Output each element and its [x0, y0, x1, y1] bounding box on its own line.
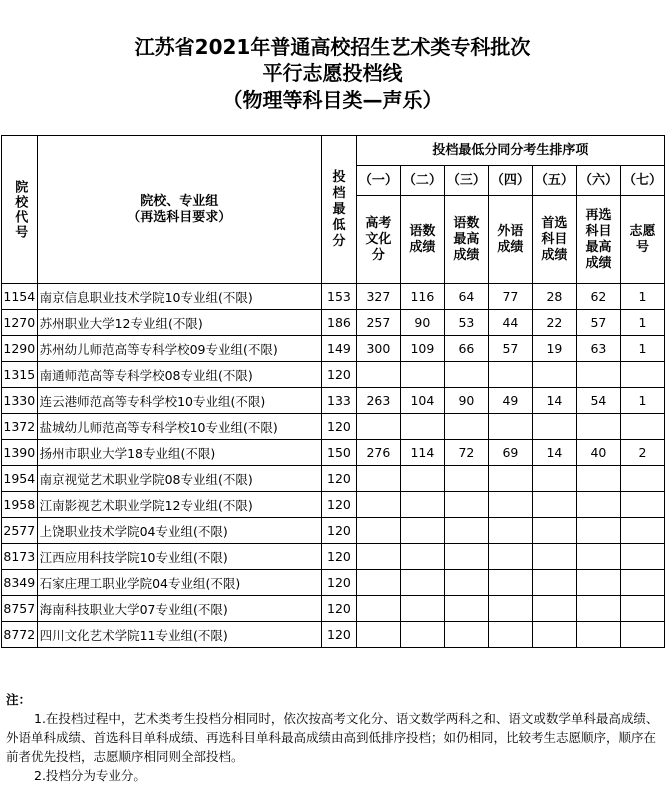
- cell-c3: 53: [444, 310, 488, 336]
- cell-c6: [576, 544, 620, 570]
- cell-score: 120: [322, 518, 357, 544]
- cell-score: 150: [322, 440, 357, 466]
- cell-c1: [356, 492, 400, 518]
- cell-c7: 1: [620, 388, 664, 414]
- cell-c7: [620, 492, 664, 518]
- cell-c4: 57: [488, 336, 532, 362]
- cell-c7: [620, 362, 664, 388]
- cell-code: 2577: [2, 518, 38, 544]
- cell-c3: 90: [444, 388, 488, 414]
- cell-c1: [356, 518, 400, 544]
- cell-c4: [488, 622, 532, 648]
- cell-c7: [620, 570, 664, 596]
- cell-c2: 116: [400, 284, 444, 310]
- cell-c6: 57: [576, 310, 620, 336]
- cell-score: 149: [322, 336, 357, 362]
- header-tie-group: 投档最低分同分考生排序项: [356, 136, 664, 166]
- table-row: [2, 492, 665, 518]
- header-col-label: 语数最高成绩: [444, 196, 488, 284]
- cell-name: 苏州职业大学12专业组(不限): [37, 310, 321, 336]
- header-school-label: 院校、专业组: [140, 193, 219, 209]
- cell-score: 120: [322, 570, 357, 596]
- cell-score: 120: [322, 622, 357, 648]
- cell-c7: [620, 414, 664, 440]
- cell-name: 扬州市职业大学18专业组(不限): [37, 440, 321, 466]
- cell-c5: 19: [532, 336, 576, 362]
- cell-score: 133: [322, 388, 357, 414]
- page-title-line1: 江苏省2021年普通高校招生艺术类专科批次: [134, 35, 531, 59]
- cell-c4: [488, 570, 532, 596]
- notes-head: 注：: [6, 692, 32, 707]
- cell-c4: [488, 466, 532, 492]
- cell-c3: [444, 622, 488, 648]
- cell-c6: 40: [576, 440, 620, 466]
- cell-c2: [400, 596, 444, 622]
- cell-c2: [400, 492, 444, 518]
- cell-c6: [576, 596, 620, 622]
- cell-c1: [356, 596, 400, 622]
- cell-c6: 54: [576, 388, 620, 414]
- cell-c2: [400, 362, 444, 388]
- cell-c4: [488, 544, 532, 570]
- cell-code: 1154: [2, 284, 38, 310]
- cell-c3: 66: [444, 336, 488, 362]
- cell-c4: [488, 596, 532, 622]
- cell-c1: 263: [356, 388, 400, 414]
- cell-c1: 276: [356, 440, 400, 466]
- cell-c7: [620, 596, 664, 622]
- cell-name: 上饶职业技术学院04专业组(不限): [37, 518, 321, 544]
- header-col-label: 志愿号: [620, 196, 664, 284]
- cell-code: 8757: [2, 596, 38, 622]
- cell-c7: [620, 518, 664, 544]
- admission-table: [1, 135, 665, 648]
- cell-code: 1270: [2, 310, 38, 336]
- cell-code: 1372: [2, 414, 38, 440]
- cell-c7: 1: [620, 310, 664, 336]
- cell-c1: [356, 544, 400, 570]
- cell-code: 1315: [2, 362, 38, 388]
- cell-c5: [532, 362, 576, 388]
- cell-c3: 72: [444, 440, 488, 466]
- page-title-line2: 平行志愿投档线: [262, 61, 403, 85]
- cell-score: 120: [322, 596, 357, 622]
- cell-c1: 300: [356, 336, 400, 362]
- cell-c7: [620, 466, 664, 492]
- cell-c6: [576, 492, 620, 518]
- cell-c1: [356, 466, 400, 492]
- cell-c4: [488, 492, 532, 518]
- note-1: 1.在投档过程中，艺术类考生投档分相同时，依次按高考文化分、语文数学两科之和、语文或数学单科最高成绩、外语单科成绩、首选科目单科成绩、再选科目单科最高成绩由高到低排序投档；如仍相同，比较考生志愿顺序，顺序在前者优先投档，志愿顺序相同则全部投档。: [6, 711, 659, 764]
- table-row: [2, 440, 665, 466]
- table-row: [2, 336, 665, 362]
- table-row: [2, 570, 665, 596]
- cell-name: 南京信息职业技术学院10专业组(不限): [37, 284, 321, 310]
- cell-c2: [400, 518, 444, 544]
- cell-c6: [576, 466, 620, 492]
- cell-c6: 62: [576, 284, 620, 310]
- table-row: [2, 284, 665, 310]
- header-col-label: 外语成绩: [488, 196, 532, 284]
- cell-code: 1290: [2, 336, 38, 362]
- cell-c2: 109: [400, 336, 444, 362]
- cell-name: 石家庄理工职业学院04专业组(不限): [37, 570, 321, 596]
- header-col-num: （六）: [576, 166, 620, 196]
- cell-c1: [356, 414, 400, 440]
- cell-c4: 69: [488, 440, 532, 466]
- cell-c4: 49: [488, 388, 532, 414]
- cell-c7: [620, 622, 664, 648]
- cell-c5: [532, 414, 576, 440]
- header-col-num: （四）: [488, 166, 532, 196]
- cell-c6: [576, 518, 620, 544]
- header-col-num: （一）: [356, 166, 400, 196]
- cell-c2: 114: [400, 440, 444, 466]
- cell-c7: 1: [620, 284, 664, 310]
- cell-c6: [576, 622, 620, 648]
- cell-c3: [444, 492, 488, 518]
- cell-c5: [532, 466, 576, 492]
- cell-c4: [488, 414, 532, 440]
- cell-c6: [576, 362, 620, 388]
- cell-name: 江西应用科技学院10专业组(不限): [37, 544, 321, 570]
- cell-code: 8173: [2, 544, 38, 570]
- header-col-label: 高考文化分: [356, 196, 400, 284]
- cell-c5: 14: [532, 440, 576, 466]
- cell-name: 连云港师范高等专科学校10专业组(不限): [37, 388, 321, 414]
- cell-c7: 1: [620, 336, 664, 362]
- cell-c2: [400, 414, 444, 440]
- cell-c1: 257: [356, 310, 400, 336]
- header-col-num: （七）: [620, 166, 664, 196]
- table-row: [2, 544, 665, 570]
- cell-c4: [488, 362, 532, 388]
- table-row: [2, 310, 665, 336]
- header-col-label: 首选科目成绩: [532, 196, 576, 284]
- cell-code: 1330: [2, 388, 38, 414]
- header-code: 院校代号: [2, 136, 38, 284]
- cell-c3: [444, 362, 488, 388]
- cell-c2: [400, 466, 444, 492]
- cell-c4: [488, 518, 532, 544]
- cell-c3: [444, 414, 488, 440]
- table-row: [2, 596, 665, 622]
- table-row: [2, 622, 665, 648]
- table-row: [2, 466, 665, 492]
- cell-c2: 90: [400, 310, 444, 336]
- cell-name: 江南影视艺术职业学院12专业组(不限): [37, 492, 321, 518]
- cell-name: 南通师范高等专科学校08专业组(不限): [37, 362, 321, 388]
- cell-score: 120: [322, 362, 357, 388]
- header-school-sub: （再选科目要求）: [127, 209, 232, 225]
- cell-c3: [444, 596, 488, 622]
- header-col-num: （二）: [400, 166, 444, 196]
- cell-c4: 77: [488, 284, 532, 310]
- cell-c7: [620, 544, 664, 570]
- cell-score: 120: [322, 492, 357, 518]
- cell-code: 8772: [2, 622, 38, 648]
- notes: [6, 690, 661, 785]
- cell-code: 8349: [2, 570, 38, 596]
- header-col-num: （五）: [532, 166, 576, 196]
- cell-c2: [400, 544, 444, 570]
- cell-c3: 64: [444, 284, 488, 310]
- header-min-score: 投档最低分: [322, 136, 357, 284]
- cell-c6: [576, 570, 620, 596]
- cell-name: 四川文化艺术学院11专业组(不限): [37, 622, 321, 648]
- cell-c4: 44: [488, 310, 532, 336]
- table-row: [2, 362, 665, 388]
- page-title-line3: （物理等科目类—声乐）: [222, 88, 443, 112]
- cell-c1: [356, 362, 400, 388]
- cell-c3: [444, 518, 488, 544]
- cell-c1: [356, 622, 400, 648]
- cell-c2: [400, 622, 444, 648]
- table-row: [2, 414, 665, 440]
- cell-score: 186: [322, 310, 357, 336]
- cell-c5: [532, 518, 576, 544]
- cell-c6: [576, 414, 620, 440]
- table-row: [2, 518, 665, 544]
- cell-c7: 2: [620, 440, 664, 466]
- cell-code: 1958: [2, 492, 38, 518]
- cell-c3: [444, 466, 488, 492]
- note-2: 2.投档分为专业分。: [34, 768, 146, 783]
- cell-c5: [532, 492, 576, 518]
- cell-c5: [532, 544, 576, 570]
- cell-score: 120: [322, 544, 357, 570]
- header-school: [37, 136, 321, 284]
- header-col-label: 语数成绩: [400, 196, 444, 284]
- cell-c3: [444, 570, 488, 596]
- cell-c5: [532, 622, 576, 648]
- cell-c1: 327: [356, 284, 400, 310]
- cell-c5: [532, 596, 576, 622]
- cell-code: 1390: [2, 440, 38, 466]
- cell-c5: 28: [532, 284, 576, 310]
- header-col-num: （三）: [444, 166, 488, 196]
- cell-code: 1954: [2, 466, 38, 492]
- cell-c5: 22: [532, 310, 576, 336]
- cell-c1: [356, 570, 400, 596]
- cell-c6: 63: [576, 336, 620, 362]
- cell-score: 120: [322, 466, 357, 492]
- cell-name: 南京视觉艺术职业学院08专业组(不限): [37, 466, 321, 492]
- cell-name: 海南科技职业大学07专业组(不限): [37, 596, 321, 622]
- cell-c2: [400, 570, 444, 596]
- header-col-label: 再选科目最高成绩: [576, 196, 620, 284]
- cell-score: 120: [322, 414, 357, 440]
- cell-c2: 104: [400, 388, 444, 414]
- cell-name: 盐城幼儿师范高等专科学校10专业组(不限): [37, 414, 321, 440]
- cell-c5: [532, 570, 576, 596]
- cell-c3: [444, 544, 488, 570]
- cell-score: 153: [322, 284, 357, 310]
- cell-name: 苏州幼儿师范高等专科学校09专业组(不限): [37, 336, 321, 362]
- table-row: [2, 388, 665, 414]
- cell-c5: 14: [532, 388, 576, 414]
